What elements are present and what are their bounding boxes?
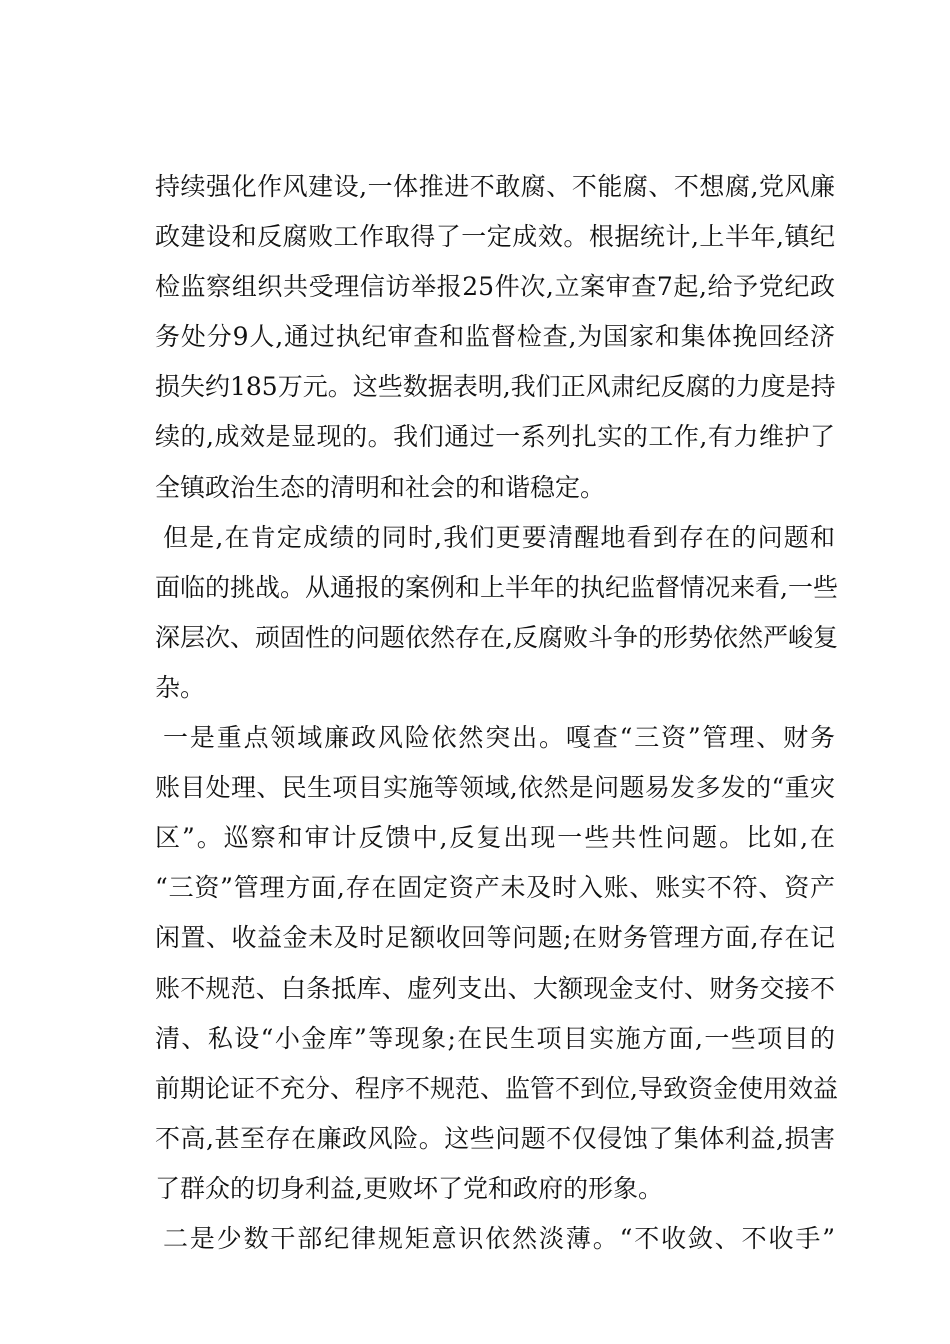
text-line: 清、私设“小金库”等现象;在民生项目实施方面,一些项目的 xyxy=(155,1023,835,1053)
text-line: 检监察组织共受理信访举报25件次,立案审查7起,给予党纪政 xyxy=(155,272,835,302)
text-line: 了群众的切身利益,更败坏了党和政府的形象。 xyxy=(155,1173,663,1203)
text-line: 续的,成效是显现的。我们通过一系列扎实的工作,有力维护了 xyxy=(155,422,835,452)
text-line: 账目处理、民生项目实施等领域,依然是问题易发多发的“重灾 xyxy=(155,773,835,803)
document-page xyxy=(155,164,838,1266)
paragraph-point-two xyxy=(155,1216,835,1266)
text-line: 杂。 xyxy=(155,672,206,702)
paragraph-point-one xyxy=(155,715,838,1216)
text-line: 政建设和反腐败工作取得了一定成效。根据统计,上半年,镇纪 xyxy=(155,222,835,252)
paragraph-achievements xyxy=(155,164,835,515)
text-line: 一是重点领域廉政风险依然突出。嘎查“三资”管理、财务 xyxy=(163,723,835,753)
text-line: 全镇政治生态的清明和社会的和谐稳定。 xyxy=(155,472,606,502)
text-line: 前期论证不充分、程序不规范、监管不到位,导致资金使用效益 xyxy=(155,1073,838,1103)
text-line: 深层次、顽固性的问题依然存在,反腐败斗争的形势依然严峻复 xyxy=(155,622,838,652)
text-line: 不高,甚至存在廉政风险。这些问题不仅侵蚀了集体利益,损害 xyxy=(155,1123,835,1153)
text-line: 务处分9人,通过执纪审查和监督检查,为国家和集体挽回经济 xyxy=(155,322,835,352)
text-line: 损失约185万元。这些数据表明,我们正风肃纪反腐的力度是持 xyxy=(155,372,836,402)
text-line: 二是少数干部纪律规矩意识依然淡薄。“不收敛、不收手” xyxy=(163,1223,835,1253)
text-line: 区”。巡察和审计反馈中,反复出现一些共性问题。比如,在 xyxy=(155,823,835,853)
paragraph-challenges xyxy=(155,515,838,715)
text-line: 持续强化作风建设,一体推进不敢腐、不能腐、不想腐,党风廉 xyxy=(155,172,835,201)
text-line: “三资”管理方面,存在固定资产未及时入账、账实不符、资产 xyxy=(155,873,835,903)
text-line: 面临的挑战。从通报的案例和上半年的执纪监督情况来看,一些 xyxy=(155,572,838,602)
text-line: 闲置、收益金未及时足额收回等问题;在财务管理方面,存在记 xyxy=(155,923,835,953)
text-line: 账不规范、白条抵库、虚列支出、大额现金支付、财务交接不 xyxy=(155,973,835,1003)
text-line: 但是,在肯定成绩的同时,我们更要清醒地看到存在的问题和 xyxy=(163,522,835,552)
